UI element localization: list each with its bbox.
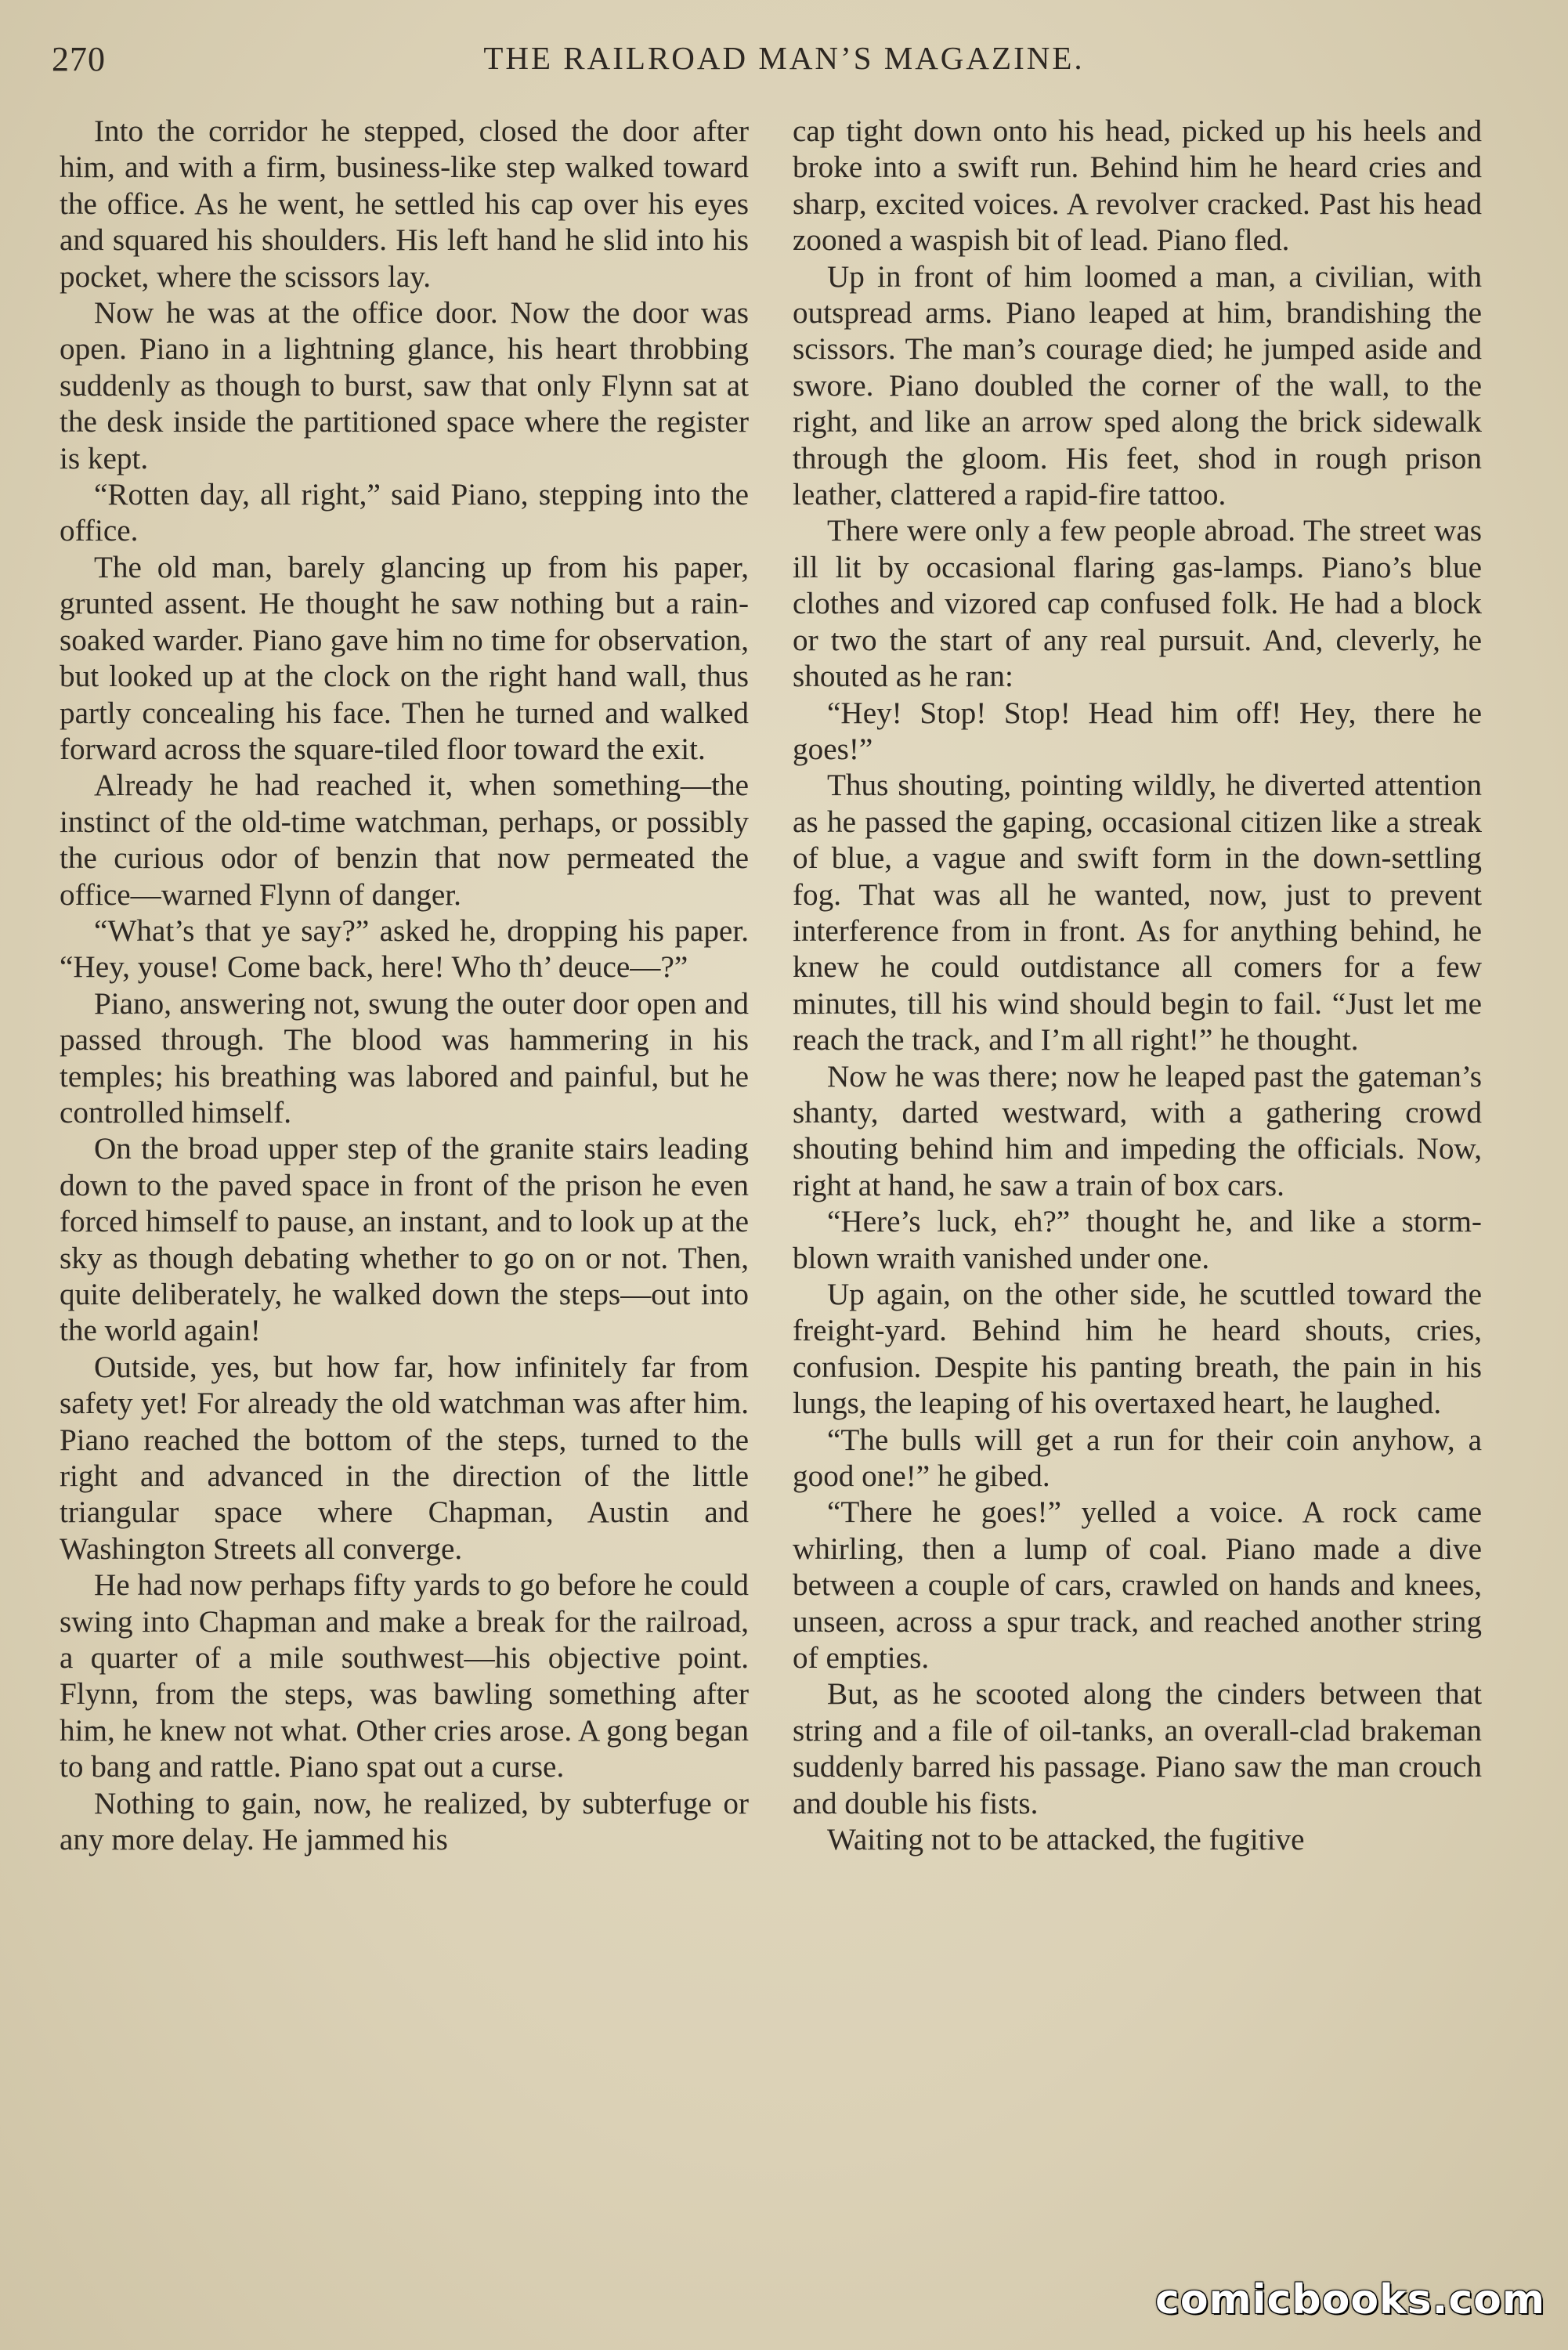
paragraph: Waiting not to be attacked, the fugitive [827, 1823, 1305, 1857]
paragraph: Nothing to gain, now, he realized, by subterfuge or any more delay. He jammed his [60, 1786, 749, 1857]
paragraph: Piano, answering not, swung the outer door open and passed through. The blood was hammering in his temples; his breathing was labored and painful, but he controlled himself. [60, 986, 749, 1130]
paragraph: Into the corridor he stepped, closed the door after him, and with a firm, business-like step walked toward the office. As he went, he settled his cap over his eyes and squared his shoulders. His left hand he slid into his pocket, where the scissors lay. [60, 114, 749, 294]
paragraph: “The bulls will get a run for their coin anyhow, a good one!” he gibed. [793, 1423, 1482, 1494]
paragraph-continuation: cap tight down onto his head, picked up his heels and broke into a swift run. Behind him he heard cries and sharp, excited voices. A revolver cracked. Past his head zooned a waspish bit of lead. Piano fled. [793, 114, 1482, 258]
paragraph: Now he was at the office door. Now the door was open. Piano in a lightning glance, his heart throbbing suddenly as though to burst, saw that only Flynn sat at the desk inside the partitioned space where the register is kept. [60, 296, 749, 475]
paragraph: But, as he scooted along the cinders between that string and a file of oil-tanks, an overall-clad brakeman suddenly barred his passage. Piano saw the man crouch and double his fists. [793, 1677, 1482, 1820]
paragraph: “Here’s luck, eh?” thought he, and like a storm-blown wraith vanished under one. [793, 1205, 1482, 1275]
paragraph: “Hey! Stop! Stop! Head him off! Hey, there he goes!” [793, 696, 1482, 766]
paragraph: Outside, yes, but how far, how infinitely far from safety yet! For already the old watchman was after him. Piano reached the bottom of the steps, turned to the right and advanced in the direction of the little triangular space where Chapman, Austin and Washington Streets all converge. [60, 1350, 749, 1566]
paragraph: Up again, on the other side, he scuttled toward the freight-yard. Behind him he heard shouts, cries, confusion. Despite his panting breath, the pain in his lungs, the leaping of his overtaxed heart, he laughed. [793, 1278, 1482, 1421]
page-number: 270 [52, 40, 106, 78]
paragraph: Now he was there; now he leaped past the gateman’s shanty, darted westward, with a gathering crowd shouting behind him and impeding the officials. Now, right at hand, he saw a train of box cars. [793, 1059, 1482, 1202]
paragraph: “What’s that ye say?” asked he, dropping his paper. “Hey, youse! Come back, here! Who th’ deuce—?” [60, 913, 749, 985]
paragraph: He had now perhaps fifty yards to go before he could swing into Chapman and make a break for the railroad, a quarter of a mile southwest—his objective point. Flynn, from the steps, was bawling something after him, he knew not what. Other cries arose. A gong began to bang and rattle. Piano spat out a curse. [60, 1568, 749, 1784]
paragraph: Already he had reached it, when something—the instinct of the old-time watchman, perhaps, or possibly the curious odor of benzin that now permeated the office—warned Flynn of danger. [60, 768, 749, 912]
paragraph: The old man, barely glancing up from his paper, grunted assent. He thought he saw nothing but a rain-soaked warder. Piano gave him no time for observation, but looked up at the clock on the right hand wall, thus partly concealing his face. Then he turned and walked forward across the square-tiled floor toward the exit. [60, 550, 749, 766]
left-column [60, 114, 749, 1859]
right-column [793, 114, 1482, 1859]
paragraph: Up in front of him loomed a man, a civilian, with outspread arms. Piano leaped at him, brandishing the scissors. The man’s courage died; he jumped aside and swore. Piano doubled the corner of the wall, to the right, and like an arrow sped along the brick sidewalk through the gloom. His feet, shod in rough prison leather, clattered a rapid-fire tattoo. [793, 259, 1482, 512]
paragraph: On the broad upper step of the granite stairs leading down to the paved space in front of the prison he even forced himself to pause, an instant, and to look up at the sky as though debating whether to go on or not. Then, quite deliberately, he walked down the steps—out into the world again! [60, 1132, 749, 1348]
paragraph: There were only a few people abroad. The street was ill lit by occasional flaring gas-lamps. Piano’s blue clothes and vizored cap confused folk. He had a block or two the start of any real pursuit. And, cleverly, he shouted as he ran: [793, 514, 1482, 694]
paragraph: “Rotten day, all right,” said Piano, stepping into the office. [60, 478, 749, 548]
paragraph: Thus shouting, pointing wildly, he diverted attention as he passed the gaping, occasional citizen like a streak of blue, a vague and swift form in the down-settling fog. That was all he wanted, now, just to prevent interference from in front. As for anything behind, he knew he could outdistance all comers for a few minutes, till his wind should begin to fail. “Just let me reach the track, and I’m all right!” he thought. [793, 768, 1482, 1058]
watermark: comicbooks.com [1155, 2276, 1546, 2323]
paragraph: “There he goes!” yelled a voice. A rock came whirling, then a lump of coal. Piano made a dive between a couple of cars, crawled on hands and knees, unseen, across a spur track, and reached another string of empties. [793, 1495, 1482, 1676]
running-head: THE RAILROAD MAN’S MAGAZINE. [483, 40, 1085, 76]
